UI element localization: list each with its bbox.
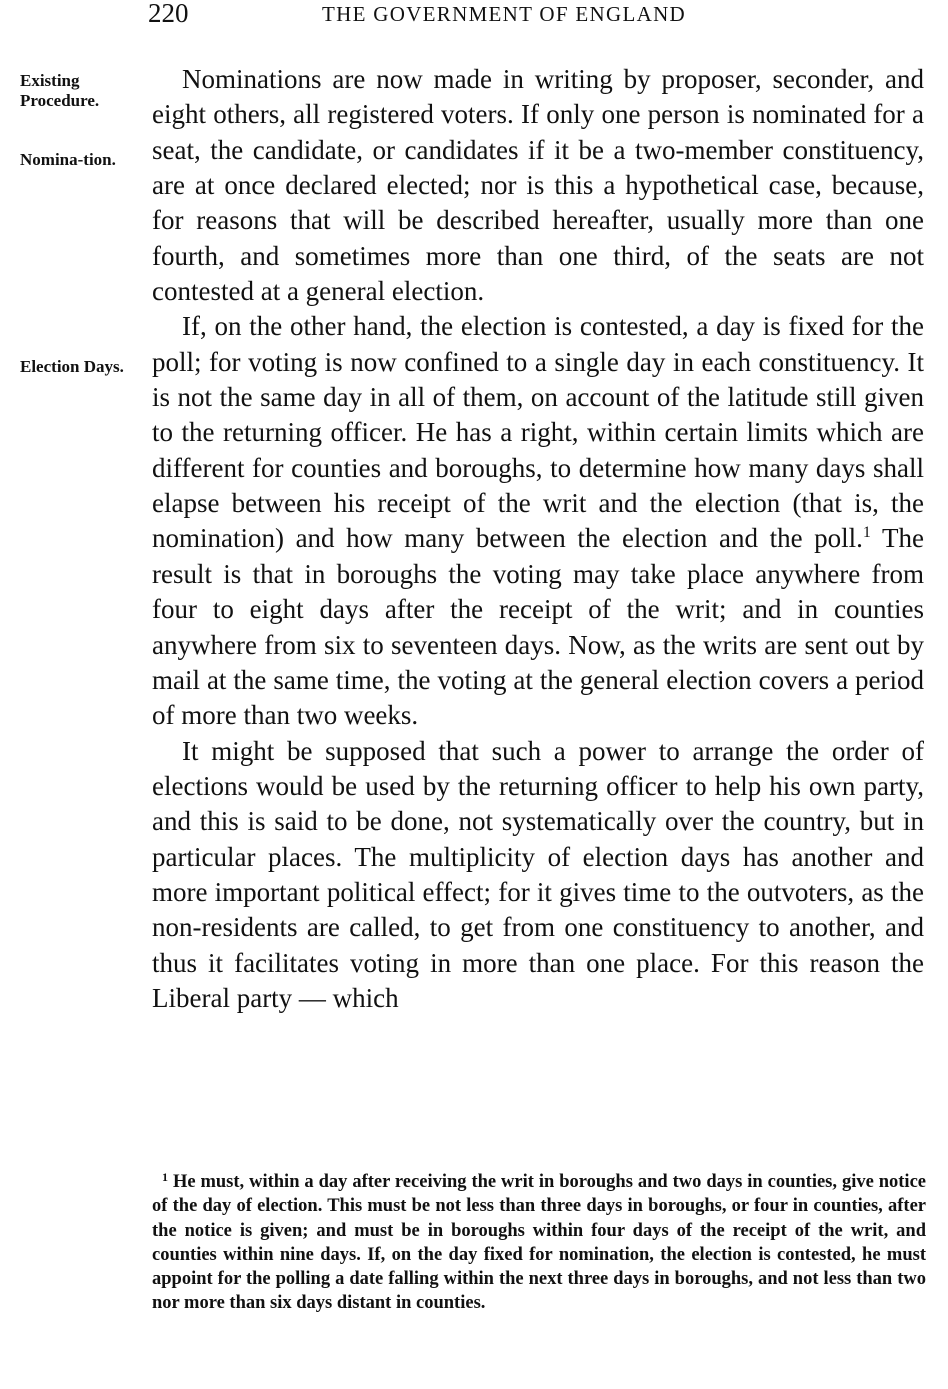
margin-note-election-days: Election Days.: [20, 357, 124, 376]
paragraph-returning-officer: It might be supposed that such a power to arrange the order of elections would be used by the returning officer to help his own party, and this is said to be done, not systematically over the country, but in particular places. The multiplicity of election days has another and more important political effect; for it gives time to the outvoters, as the non-residents are called, to get from one constituency to another, and thus it facilitates voting in more than one place. For this reason the Liberal party — which: [152, 735, 924, 1013]
paragraph-election-days: [152, 309, 924, 733]
main-text: [152, 62, 924, 1016]
footnote-text: He must, within a day after receiving the writ in boroughs and two days in counties, give notice of the day of election. This must be not less than three days in boroughs, or four in counties, after the notice is given; and must be in boroughs within four days of the receipt of the writ, and counties within nine days. If, on the day fixed for nomination, the election is contested, he must appoint for the polling a date falling within the next three days in boroughs, and not less than two nor more than six days distant in counties.: [152, 1172, 926, 1314]
margin-note-existing-procedure: Existing Procedure.: [20, 71, 100, 110]
page-header: [0, 0, 948, 30]
paragraph-election-days-text-2: The result is that in boroughs the voting may take place anywhere from four to eight days after the receipt of the writ; and in counties anywhere from six to seventeen days. Now, as the writs are sent out by mail at the same time, the voting at the general election covers a period of more than two weeks.: [152, 523, 924, 731]
paragraph-nominations: Nominations are now made in writing by proposer, seconder, and eight others, all registered voters. If only one person is nominated for a seat, the candidate, or candidates if it be a two-member constituency, are at once declared elected; nor is this a hypothetical case, because, for reasons that will be described hereafter, usually more than one fourth, and sometimes more than one third, of the seats are not contested at a general election.: [152, 64, 924, 307]
page-number: 220: [148, 0, 189, 28]
paragraph-election-days-text-1: If, on the other hand, the election is contested, a day is fixed for the poll; for voting is now confined to a single day in each constituency. It is not the same day in all of them, on account of the latitude still given to the returning officer. He has a right, within certain limits which are different for counties and boroughs, to determine how many days shall elapse between his receipt of the writ and the election (that is, the nomination) and how many between the election and the poll.: [152, 311, 924, 554]
footnote-mark: 1: [162, 1170, 168, 1184]
running-title: THE GOVERNMENT OF ENGLAND: [322, 2, 687, 26]
footnote-paragraph: [152, 1170, 926, 1316]
margin-note-nomination: Nomina-tion.: [20, 150, 116, 169]
footnote: [152, 1170, 926, 1316]
footnote-reference: 1: [862, 524, 871, 542]
